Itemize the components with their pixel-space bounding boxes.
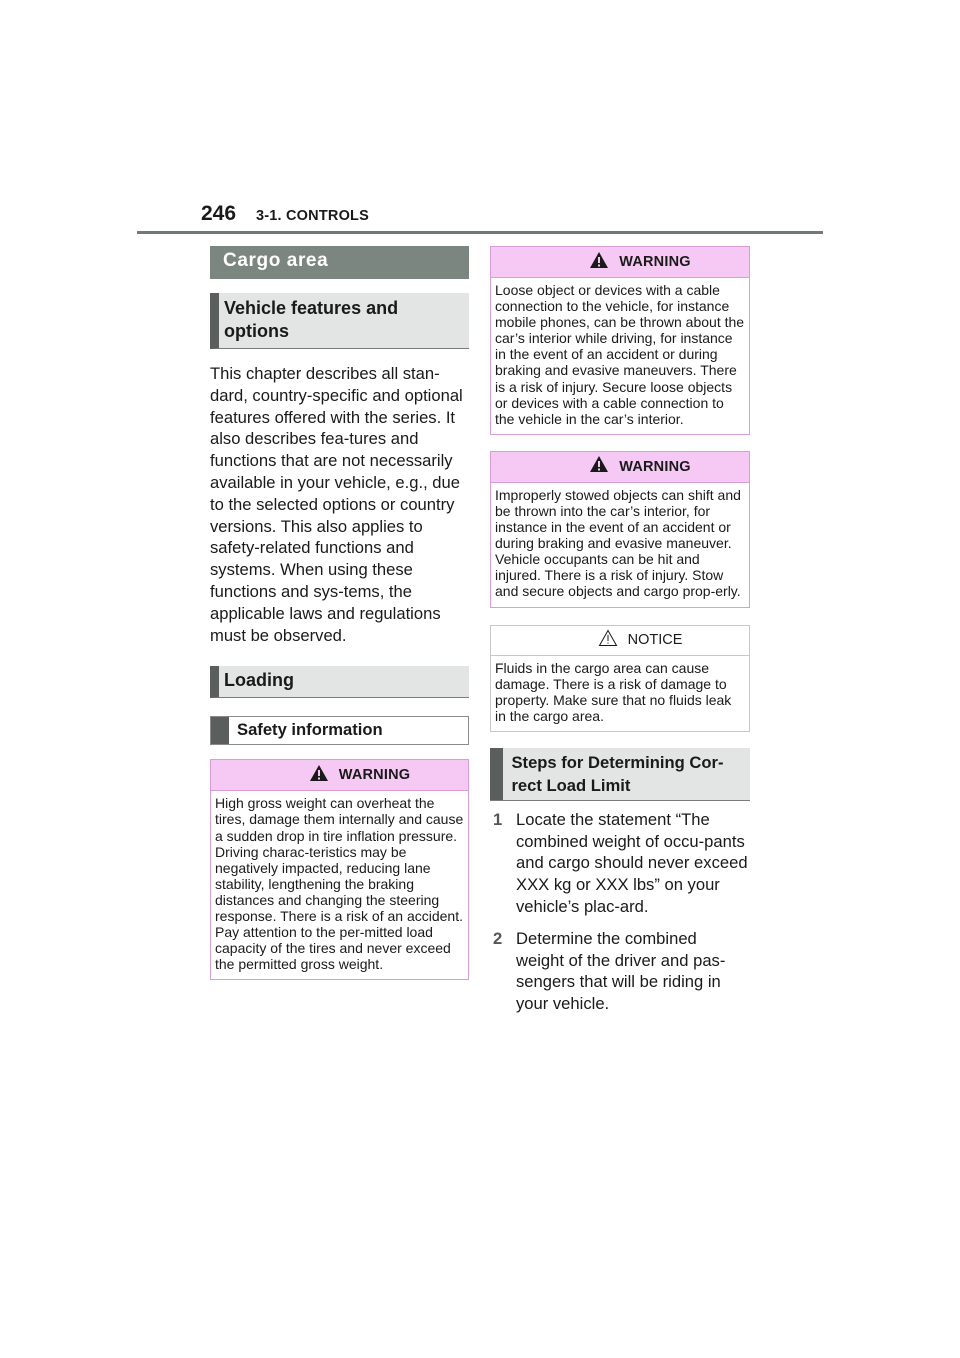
notice-text: Fluids in the cargo area can cause damage. There is a risk of damage to property. Make sure that no fluids leak in the cargo area. <box>495 659 732 724</box>
section-header: 3-1. CONTROLS <box>256 208 369 224</box>
vehicle-features-heading: Vehicle features and options <box>210 293 469 349</box>
warning-triangle-icon <box>589 251 609 274</box>
warning-header <box>211 760 468 791</box>
step-number: 1 <box>493 809 503 829</box>
list-item <box>490 928 750 1015</box>
warning-label: WARNING <box>619 458 691 475</box>
load-limit-steps-heading <box>490 748 750 801</box>
loading-heading: Loading <box>210 666 469 698</box>
notice-header <box>491 626 749 656</box>
heading-bar <box>490 748 503 800</box>
header-rule <box>137 231 823 234</box>
warning-text: Improperly stowed objects can shift and be thrown into the car’s interior, for instance in the event of an accident or during braking and evasive maneuver. Vehicle occupants can be hit and injured. There is a risk of injury. Stow and secure objects and cargo prop-erly. <box>495 486 741 600</box>
warning-text: Loose object or devices with a cable connection to the vehicle, for instance mobile phones, can be thrown about the car’s interior while driving, for instance in the event of an accident or during braking and evasive maneuvers. There is a risk of injury. Secure loose objects or devices with a cable connection to the vehicle in the car’s interior. <box>495 282 745 427</box>
warning-header <box>491 452 749 483</box>
warning-box-stowed-objects <box>490 451 750 608</box>
warning-label: WARNING <box>338 767 411 784</box>
step-text: Determine the combined weight of the driver and pas-sengers that will be riding in your vehicle. <box>516 928 726 1014</box>
warning-box-tires <box>210 759 469 980</box>
notice-label: NOTICE <box>627 632 683 648</box>
step-text: Locate the statement “The combined weight of occu-pants and cargo should never exceed XXX kg or XXX lbs” on your vehicle’s plac-ard. <box>516 809 748 917</box>
heading-bar <box>211 717 229 744</box>
safety-information-label: Safety information <box>237 720 383 740</box>
warning-triangle-icon <box>309 764 329 787</box>
list-item <box>490 809 750 918</box>
intro-paragraph: This chapter describes all stan-dard, country-specific and optional features offered with the series. It also describes fea-tures and functions that are not necessarily available in your vehicle, e.g., due to the selected options or country versions. This also applies to safety-related functions and systems. When using these functions and sys-tems, the applicable laws and regulations must be observed. <box>210 364 463 645</box>
page-number: 246 <box>201 202 237 225</box>
cargo-area-heading: Cargo area <box>210 246 469 279</box>
warning-header <box>491 247 749 278</box>
notice-box-fluids <box>490 625 750 732</box>
load-limit-steps-label: Steps for Determining Cor-rect Load Limit <box>511 752 724 795</box>
steps-list <box>490 809 750 1015</box>
step-number: 2 <box>493 928 503 948</box>
warning-text: High gross weight can overheat the tires, damage them internally and cause a sudden drop in tire inflation pressure. Driving charac-teristics may be negatively impacted, reducing lane stability, lengthening the braking distances and changing the steering response. There is a risk of an accident. Pay attention to the per-mitted load capacity of the tires and never exceed the permitted gross weight. <box>215 795 464 973</box>
warning-label: WARNING <box>619 254 691 270</box>
right-column <box>490 246 750 1025</box>
warning-box-loose-objects <box>490 246 750 435</box>
safety-information-heading <box>210 716 469 745</box>
notice-triangle-icon <box>598 629 618 652</box>
warning-triangle-icon <box>589 455 609 478</box>
left-column <box>210 246 469 980</box>
